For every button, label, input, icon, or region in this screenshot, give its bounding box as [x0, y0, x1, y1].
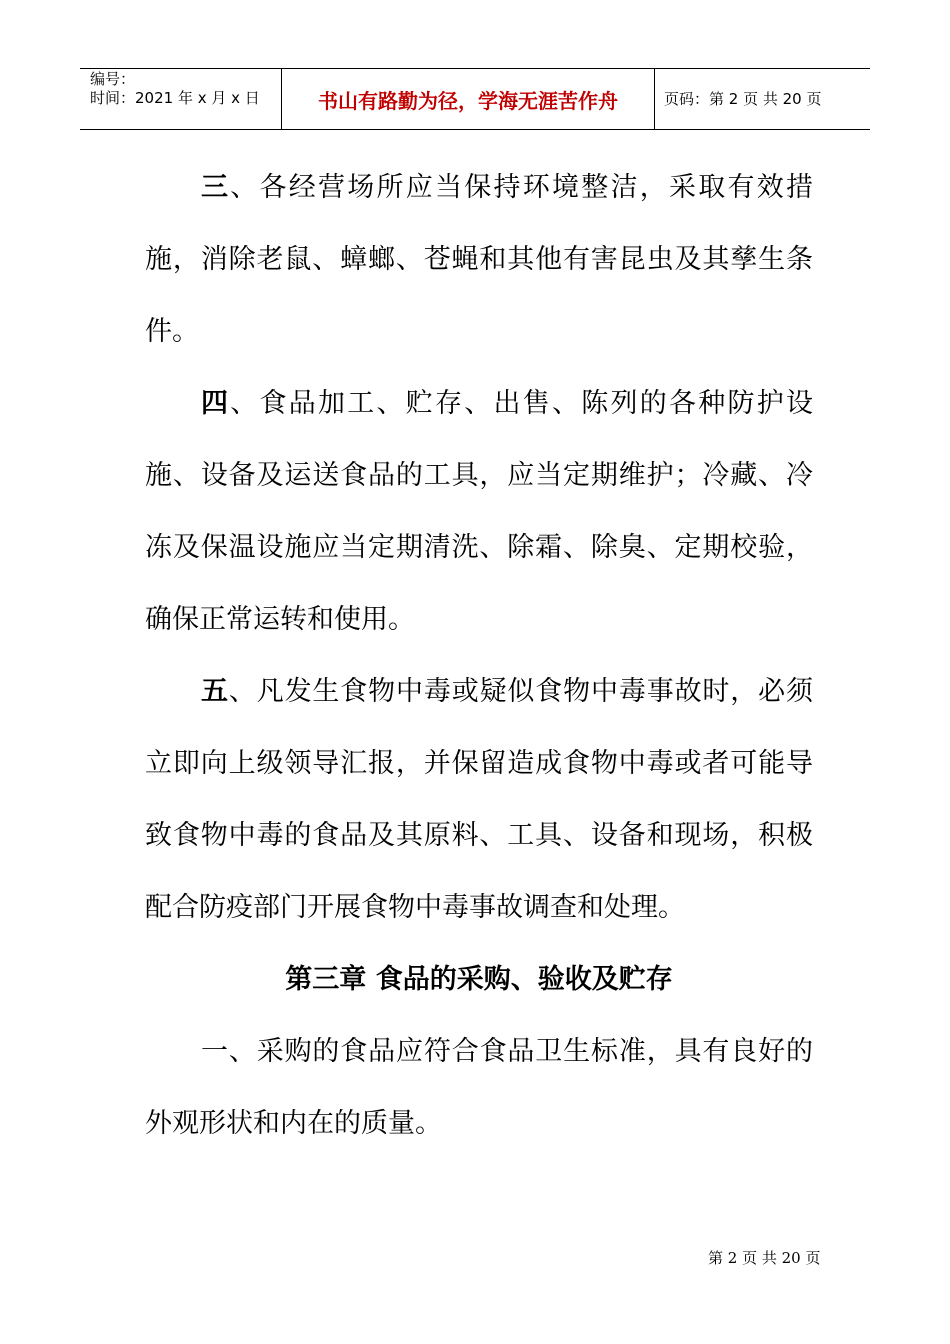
- page-footer: 第 2 页 共 20 页: [708, 1249, 821, 1267]
- paragraph-4-text: 、食品加工、贮存、出售、陈列的各种防护设施、设备及运送食品的工具，应当定期维护；冷藏、冷冻及保温设施应当定期清洗、除霜、除臭、定期校验，确保正常运转和使用。: [145, 388, 813, 635]
- header-motto: 书山有路勤为径，学海无涯苦作舟: [318, 88, 618, 113]
- paragraph-6: 一、采购的食品应符合食品卫生标准，具有良好的外观形状和内在的质量。: [145, 1036, 813, 1139]
- paragraph-3: [145, 152, 813, 368]
- paragraph-4-number: 四: [201, 388, 231, 419]
- header-page-info: 页码：第 2 页 共 20 页: [664, 89, 822, 108]
- document-time-label: 时间：2021 年 x 月 x 日: [90, 89, 260, 107]
- paragraph-4: [145, 368, 813, 656]
- paragraph-3-text: 、各经营场所应当保持环境整洁，采取有效措施，消除老鼠、蟑螂、苍蝇和其他有害昆虫及其孳生条件。: [145, 172, 813, 347]
- paragraph-5: [145, 656, 813, 944]
- document-body: [145, 152, 813, 1160]
- header-page-cell: [654, 69, 870, 129]
- page-header: [80, 68, 870, 130]
- paragraph-5-number: 五: [201, 676, 229, 707]
- document-number-label: 编号：: [90, 70, 136, 88]
- header-meta: [80, 69, 280, 129]
- paragraph-3-number: 三: [201, 172, 231, 203]
- paragraph-5-text: 、凡发生食物中毒或疑似食物中毒事故时，必须立即向上级领导汇报，并保留造成食物中毒或者可能导致食物中毒的食品及其原料、工具、设备和现场，积极配合防疫部门开展食物中毒事故调查和处理。: [145, 676, 814, 923]
- chapter-title: 第三章 食品的采购、验收及贮存: [285, 964, 673, 995]
- header-motto-cell: [281, 69, 655, 129]
